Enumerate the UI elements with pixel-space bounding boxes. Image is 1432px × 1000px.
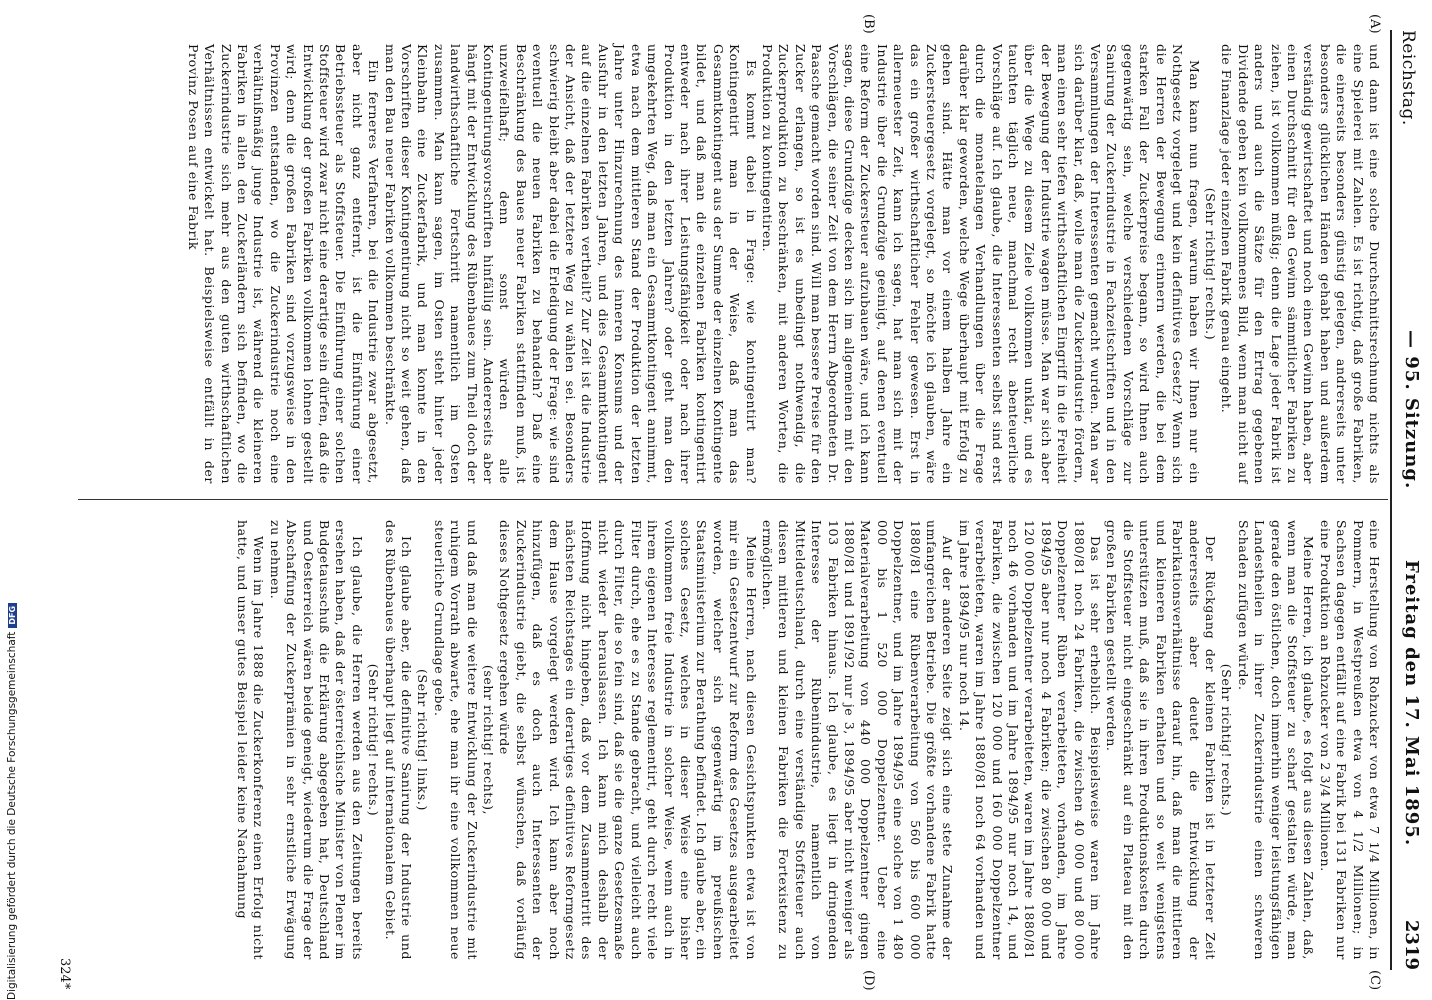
margin-mark-c: (C) (1367, 970, 1382, 991)
page-header (1398, 30, 1432, 970)
right-text-column (234, 520, 1382, 960)
page-number: 2319 (1401, 919, 1422, 970)
signature-mark: 324* (57, 958, 72, 990)
paragraph: Auf der anderen Seite zeigt sich eine stete Zunahme der umfangreichen Betriebe. Die größte vorhandene Fabrik hatte 1880/81 eine Rübenverarbeitung von 560 bis 600 000 Doppelzentner, und im Jahre 1894/95 eine solche von 1 480 000 bis 1 520 000 Doppelzentner. Ueber eine Materialverarbeitung von 440 000 Doppelzentner gingen 1880/81 und 1891/92 nur je 3, 1894/95 aber nicht weniger als 103 Fabriken hinaus. Ich glaube, es liegt in dringenden Interesse der Rübenindustrie, namentlich von Mitteldeutschland, durch eine verständige Stoffsteuer auch diesen mittleren und kleinen Fabriken die Fortexistenz zu ermöglichen. (759, 520, 956, 960)
header-session: — 95. Sitzung. (1401, 330, 1422, 490)
paragraph: Ich glaube, die Herren werden aus den Zeitungen bereits ersehen haben, daß der österreichische Minister von Plener im Budgetausschuß die Erklärung abgegeben hat, Deutschland und Oesterreich wären beide geneigt, wiederum die Frage der Abschaffung der Zuckerprämien in sehr ernstliche Erwägung zu nehmen. (267, 520, 365, 960)
margin-mark-b: (B) (861, 14, 876, 34)
credit-text: Digitalisierung gefördert durch die Deutsche Forschungsgemeinschaft (6, 631, 18, 1000)
paragraph: Das ist sehr erheblich. Beispielsweise waren im Jahre 1880/81 noch 24 Fabriken, die zwischen 40 000 und 80 000 Doppelzentner Rüben verarbeiteten, vorhanden, im Jahre 1894/95 aber nur noch 4 Fabriken; die zwischen 80 000 und 120 000 Doppelzentner verarbeiteten, waren im Jahre 1880/81 noch 46 vorhanden und im Jahre 1894/95 nur noch 14, und Fabriken, die zwischen 120 000 und 160 000 Doppelzentner verarbeiteten, waren im Jahre 1880/81 noch 64 vorhanden und im Jahre 1894/95 nur noch 14. (956, 520, 1104, 960)
column-divider (78, 499, 1388, 500)
header-rule (1390, 30, 1392, 970)
margin-mark-d: (D) (861, 970, 876, 991)
interjection: (Sehr richtig! rechts.) (366, 663, 382, 817)
margin-mark-a: (A) (1367, 14, 1382, 34)
paragraph: Meine Herren, ich glaube, es folgt aus diesen Zahlen, daß, wenn man die Stoffsteuer zu scharf gestalten würde, man gerade den östlichen, doch immerhin weniger leistungsfähigen Landestheilen in ihrer Zuckerindustrie einen schweren Schaden zufügen würde. (1235, 520, 1317, 960)
paragraph: und daß man die weitere Entwicklung der Zuckerindustrie mit ruhigem Vorrath abwarte, ehe man ihr eine vollkommen neue steuerliche Grundlage gebe. (431, 520, 480, 960)
paragraph: Der Rückgang der kleinen Fabriken ist in letzterer Zeit andererseits aber deutet die Entwicklung der Fabrikationsverhältnisse darauf hin, daß man die mittleren und kleineren Fabriken erhalten und so weit wenigstens unterstützen muß, daß sie in ihren Produktionskosten durch die Stoffsteuer nicht eingeschränkt auf ein Plateau mit den großen Fabriken gestellt werden. (1104, 520, 1218, 960)
paragraph: Ein ferneres Verfahren, bei die Industrie zwar abgesetzt, aber nicht ganz entfernt, ist die Einführung einer Betriebssteuer als Stoffsteuer. Die Einführung einer solchen Stoffsteuer wird zwar nicht eine derartige sein dürfen, daß die Entwicklung der großen Fabriken vollkommen lohnen gestellt wird; denn die großen Fabriken sind vorzugsweise in den Provinzen entstanden, wo die Zuckerindustrie noch eine verhältnißmäßig junge Industrie ist, während die kleineren Fabriken in allen den Zuckerländern sich befinden, wo die Zuckerindustrie sich mehr aus den guten wirthschaftlichen Verhältnissen entwickelt hat. Beispielsweise entfällt in der Provinz Posen auf eine Fabrik (185, 44, 382, 484)
header-date: Freitag den 17. Mai 1895. (1401, 560, 1422, 847)
paragraph: Ich glaube aber, die definitive Sanirung der Industrie und des Rübenbaues überhaupt liegt auf internationalem Gebiet. (382, 520, 415, 960)
interjection: (sehr richtig! rechts), (481, 664, 497, 816)
header-title: Reichstag. (1398, 30, 1418, 126)
interjection: (Sehr richtig! rechts.) (1219, 663, 1235, 817)
interjection: (Sehr richtig! rechts.) (1202, 187, 1218, 341)
paragraph: Es kommt dabei in Frage: wie kontingentirt man? Kontingentirt man in der Weise, daß man das Gesammtkontingent aus der Summe der einzelnen Kontingente bildet, und daß man die einzelnen Fabriken kontingentirt entweder nach ihrer Leistungsfähigkeit oder nach ihrer Produktion in den letzten Jahren? oder geht man den umgekehrten Weg, daß man ein Gesammtkontingent annimmt, etwa nach dem mittleren Stand der Produktion der letzten Jahre unter Hinzurechnung des inneren Konsums und der Ausfuhr in den letzten Jahren, und dies Gesammtkontingent auf die einzelnen Fabriken vertheilt? Zur Zeit ist die Industrie der Ansicht, daß der letztere Weg zu wählen sei. Besonders schwierig bleibt aber dabei die Erledigung der Frage: wie sind eventuell die neuen Fabriken zu behandeln? Daß eine Beschränkung des Baues neuer Fabriken stattfinden muß, ist unzweifelhaft; denn sonst würden alle Kontingentirungsvorschriften hinfällig sein. Andererseits aber hängt mit der Entwicklung des Rübenbaues zum Theil doch der landwirthschaftliche Fortschritt namentlich im Osten zusammen. Man kann sagen, im Osten steht hinter jeder Kleinbahn eine Zuckerfabrik, und man konnte in den Vorschriften dieser Kontingentirung nicht so weit gehen, daß man den Bau neuer Fabriken vollkommen beschränkte. (382, 44, 759, 484)
dfg-logo: DFG (8, 603, 17, 628)
paragraph: und dann ist eine solche Durchschnittsrechnung nichts als eine Spielerei mit Zahlen. Es ist richtig, daß große Fabriken, die einerseits besonders günstig gelegen, andrerseits unter besonders glücklichen Händen gehabt haben und außerdem verständig gewirtschaftet und noch einen Gewinn haben, aber einen Durchschnitt für den Gewinn sämmtlicher Fabriken zu ziehen, ist vollkommen müßig; denn die Lage jeder Fabrik ist anders und auch die Sätze für den Ertrag gegebenen Dividende geben kein vollkommenes Bild, wenn man nicht auf die Finanzlage jeder einzelnen Fabrik genau eingeht. (1219, 44, 1382, 484)
paragraph: Meine Herren, nach diesen Gesichtspunkten etwa ist von mir ein Gesetzentwurf zur Reform des Gesetzes ausgearbeitet worden, welcher sich gegenwärtig im preußischen Staatsministerium zur Berathung befindet. Ich glaube aber, ein solches Gesetz, welches in dieser Weise eine bisher vollkommen freie Industrie in solcher Weise, wenn auch in ihrem eigenen Interesse reglementirt, geht durch recht viele Filter durch, ehe es zu Stande gebracht, und vielleicht auch durch Filter, die so fein sind, daß sie die ganze Gesetzesmaße nicht wieder herauslassen. Ich kann mich deshalb der Hoffnung nicht hingeben, daß vor dem Zusammentritt des nächsten Reichstages ein derartiges definitives Reformgesetz dem Hause vorgelegt werden wird. Ich kann aber noch hinzufügen, daß es doch auch Interessenten der Zuckerindustrie giebt, die selbst wünschen, daß vorläufig dieses Nothgesetz ergehen würde (497, 520, 759, 960)
interjection: (Sehr richtig! links.) (415, 669, 431, 811)
paragraph: Man kann nun fragen, warum haben wir Ihnen nur ein Nothgesetz vorgelegt und kein definitives Gesetz? Wenn sich die Herren der Bewegung erinnern werden, die bei dem starken Fall der Zuckerpreise begann, so wird Ihnen auch gegenwärtig sein, welche verschiedenen Vorschläge zur Sanirung der Zuckerindustrie in Fachzeitschriften und in den Versammlungen der Interessenten gemacht wurden. Man war sich darüber klar, daß, wolle man die Zuckerindustrie fördern, man einen sehr tiefen wirthschaftlichen Eingriff in die Freiheit der Bewegung der Industrie wagen müsse. Man war sich aber über die Wege zu diesem Ziele vollkommen unklar, und es tauchten täglich neue, manchmal recht abenteuerliche Vorschläge auf. Ich glaube, die Interessenten selbst sind erst durch die monatelangen Verhandlungen über die Frage darüber klar geworden, welche Wege überhaupt mit Erfolg zu gehen sind. Hätte man vor einem halben Jahre ein Zuckersteuergesetz vorgelegt, so möchte ich glauben, wäre das ein großer wirthschaftlicher Fehler gewesen. Erst in allerneuester Zeit, kann ich sagen, hat man sich mit der Industrie über die Grundzüge geeinigt, auf denen eventuell eine Reform der Zuckersteuer aufzubauen wäre, und ich kann sagen, diese Grundzüge decken sich im allgemeinen mit den Vorschlägen, die seiner Zeit von dem Herrn Abgeordneten Dr. Paasche gemacht worden sind. Will man bessere Preise für den Zucker erlangen, so ist es unbedingt nothwendig, die Zuckerproduktion zu beschränken, mit anderen Worten, die Produktion zu kontingentiren. (759, 44, 1202, 484)
paragraph: eine Herstellung von Rohzucker von etwa 7 1/4 Millionen, in Pommern, in Westpreußen etwa von 4 1/2 Millionen; in Sachsen dagegen entfällt auf eine Fabrik bei 131 Fabriken nur eine Produktion an Rohzucker von 2 3/4 Millionen. (1317, 520, 1382, 960)
left-text-column (184, 44, 1382, 484)
paragraph: Wenn im Jahre 1888 die Zuckerkonferenz einen Erfolg nicht hatte, und unser gutes Beispiel leider keine Nachahmung (234, 520, 267, 960)
